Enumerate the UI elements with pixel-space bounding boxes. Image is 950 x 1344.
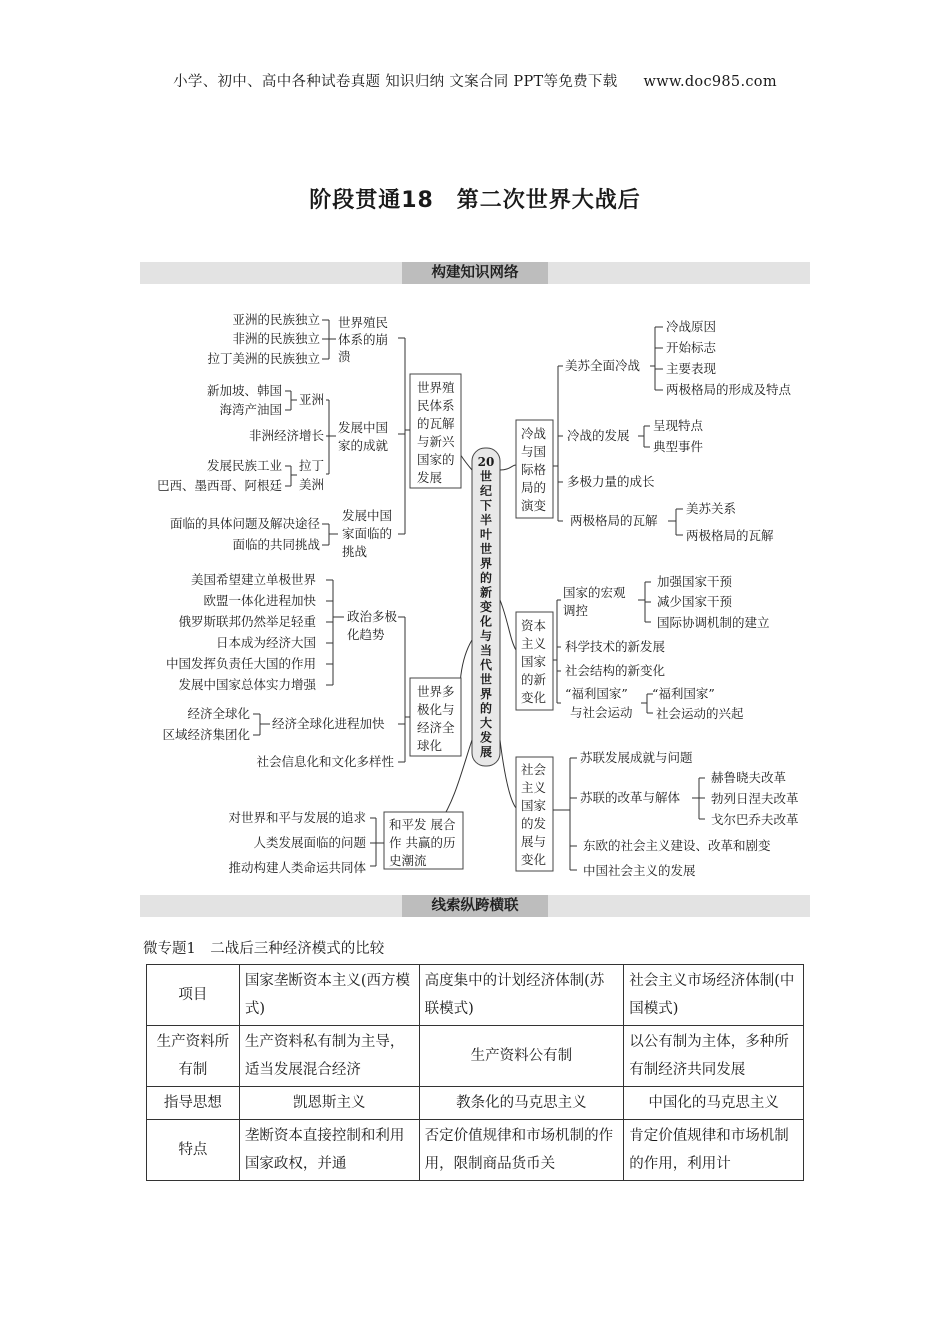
right-b1-s1-label: 美苏全面冷战	[565, 358, 641, 373]
svg-text:体系的崩: 体系的崩	[338, 332, 389, 347]
svg-text:国家的: 国家的	[417, 452, 455, 467]
center-char: 变	[479, 600, 493, 614]
table-row	[147, 1087, 804, 1120]
table-header-row	[147, 965, 804, 1026]
table-header-cell: 国家垄断资本主义(西方模式)	[239, 965, 419, 1026]
section-subtitle: 微专题1 二战后三种经济模式的比较	[143, 941, 385, 957]
center-char: 大	[479, 716, 493, 730]
svg-text:家的成就: 家的成就	[338, 438, 389, 453]
table-header-cell: 项目	[147, 965, 240, 1026]
header-url[interactable]: www.doc985.com	[643, 74, 777, 90]
left-b2-s2-label: 经济全球化进程加快	[272, 716, 385, 731]
svg-text:调控: 调控	[563, 603, 589, 618]
item: 欧盟一体化进程加快	[203, 593, 316, 608]
center-char: 的	[479, 701, 493, 716]
center-char: 当	[479, 643, 493, 658]
curve-right-1	[500, 465, 516, 470]
svg-text:发展中国: 发展中国	[338, 420, 389, 435]
table-header-cell: 社会主义市场经济体制(中国模式)	[624, 965, 804, 1026]
svg-text:国家: 国家	[521, 798, 547, 813]
center-char: 20	[477, 455, 495, 469]
svg-text:变化: 变化	[521, 690, 547, 705]
item: 经济全球化	[187, 706, 250, 721]
item: 区域经济集团化	[162, 727, 250, 742]
svg-text:拉丁: 拉丁	[299, 458, 325, 473]
right-b3-s1: 苏联发展成就与问题	[580, 750, 693, 765]
svg-text:和平发 展合: 和平发 展合	[389, 817, 456, 832]
svg-text:社会: 社会	[521, 762, 547, 777]
left-b2-s2-bracket	[253, 714, 270, 735]
table-cell: 生产资料公有制	[419, 1026, 624, 1087]
table-row	[147, 1120, 804, 1181]
center-char: 界	[479, 556, 493, 571]
asia-bracket	[285, 391, 297, 410]
item: 赫鲁晓夫改革	[711, 770, 787, 785]
right-b1-s2-bracket	[638, 426, 650, 447]
item: “福利国家”	[652, 686, 715, 701]
table-cell: 凯恩斯主义	[239, 1087, 419, 1120]
curve-right-3	[500, 740, 516, 808]
right-b2-s1-label	[563, 585, 626, 618]
svg-text:家面临的: 家面临的	[342, 526, 393, 541]
svg-text:世界殖民: 世界殖民	[338, 315, 389, 330]
item: 发展中国家总体实力增强	[178, 677, 316, 692]
right-b2-s2: 科学技术的新发展	[565, 639, 666, 654]
right-b1-s2-label: 冷战的发展	[567, 428, 630, 443]
svg-text:发展: 发展	[417, 470, 443, 485]
table-cell: 生产资料私有制为主导，适当发展混合经济	[239, 1026, 419, 1087]
comparison-table	[146, 964, 804, 1181]
svg-text:的发: 的发	[521, 816, 547, 831]
item: 主要表现	[666, 361, 717, 376]
item: 减少国家干预	[657, 594, 733, 609]
svg-text:民体系: 民体系	[417, 398, 455, 413]
item: 亚洲的民族独立	[232, 312, 320, 327]
svg-text:“福利国家”: “福利国家”	[565, 686, 628, 701]
right-b2-bracket	[553, 600, 561, 703]
clue-banner	[140, 895, 810, 917]
left-b3-bracket	[370, 818, 384, 866]
item: 人类发展面临的问题	[253, 835, 366, 850]
svg-text:与新兴: 与新兴	[417, 434, 455, 449]
curve-right-2	[500, 600, 516, 650]
center-char: 叶	[479, 527, 493, 542]
right-b3-s2-label: 苏联的改革与解体	[580, 790, 681, 805]
item: 美国希望建立单极世界	[190, 572, 316, 587]
center-char: 化	[479, 614, 493, 629]
table-cell: 中国化的马克思主义	[624, 1087, 804, 1120]
latam-bracket	[285, 466, 297, 486]
table-cell: 肯定价值规律和市场机制的作用，利用计	[624, 1120, 804, 1181]
left-b2-s1-label	[347, 609, 398, 642]
item: 对世界和平与发展的追求	[228, 810, 366, 825]
right-b1-s4-bracket	[668, 509, 683, 535]
item: 日本成为经济大国	[215, 635, 316, 650]
svg-text:展与: 展与	[521, 834, 547, 849]
svg-text:主义: 主义	[521, 780, 547, 795]
africa-label: 非洲经济增长	[248, 428, 324, 443]
center-char: 下	[479, 498, 493, 513]
item: 典型事件	[653, 439, 704, 454]
center-char: 世	[479, 672, 493, 687]
table-cell: 特点	[147, 1120, 240, 1181]
svg-text:美洲: 美洲	[299, 477, 325, 492]
svg-text:的新: 的新	[521, 672, 547, 687]
right-b1-s1-bracket	[650, 327, 663, 390]
center-char: 代	[479, 658, 493, 672]
left-b1-s3-bracket	[322, 524, 338, 545]
center-char: 发	[479, 730, 493, 745]
center-char: 界	[479, 687, 493, 701]
latam-label	[299, 458, 324, 492]
center-char: 展	[479, 745, 493, 759]
center-char: 纪	[479, 484, 493, 498]
svg-text:发展中国: 发展中国	[342, 508, 393, 523]
right-b1-s4-label: 两极格局的瓦解	[570, 513, 658, 528]
svg-text:政治多极: 政治多极	[347, 609, 398, 624]
right-b3-s4: 中国社会主义的发展	[583, 863, 696, 878]
left-b1-s1-label	[338, 315, 388, 364]
item: 发展民族工业	[206, 458, 282, 473]
svg-text:作 共赢的历: 作 共赢的历	[389, 835, 456, 850]
left-b1-s2-bracket	[326, 400, 336, 474]
item: 中国发挥负责任大国的作用	[165, 656, 316, 671]
center-char: 半	[479, 513, 493, 527]
svg-text:化趋势: 化趋势	[347, 627, 385, 642]
left-b2-bracket	[398, 617, 410, 762]
svg-text:极化与: 极化与	[417, 702, 455, 717]
svg-text:世界多: 世界多	[417, 684, 455, 699]
svg-text:与国: 与国	[521, 444, 547, 459]
item: 社会运动的兴起	[656, 706, 744, 721]
right-box-1-text	[521, 426, 547, 513]
item: 美苏关系	[686, 501, 737, 516]
curve-left-2	[460, 640, 472, 712]
item: 巴西、墨西哥、阿根廷	[156, 478, 282, 493]
item: 新加坡、韩国	[206, 383, 282, 398]
item: 呈现特点	[653, 418, 704, 433]
left-b1-s2-label	[338, 420, 389, 453]
left-b2-s1-bracket	[326, 580, 344, 685]
item: 两极格局的瓦解	[686, 528, 774, 543]
svg-text:局的: 局的	[521, 480, 547, 495]
item: 俄罗斯联邦仍然举足轻重	[178, 614, 316, 629]
svg-text:的瓦解: 的瓦解	[417, 416, 455, 431]
table-cell: 垄断资本直接控制和利用国家政权，并通	[239, 1120, 419, 1181]
table-cell: 教条化的马克思主义	[419, 1087, 624, 1120]
item: 勃列日涅夫改革	[711, 791, 799, 806]
right-b2-s4-label	[565, 686, 633, 720]
banner-label: 线索纵跨横联	[402, 895, 548, 917]
svg-text:冷战: 冷战	[521, 426, 547, 441]
svg-text:变化: 变化	[521, 852, 547, 867]
right-b1-bracket	[553, 366, 563, 521]
table-cell: 指导思想	[147, 1087, 240, 1120]
right-b3-bracket	[553, 758, 577, 870]
svg-text:国家的宏观: 国家的宏观	[563, 585, 626, 600]
svg-text:经济全: 经济全	[417, 720, 455, 735]
table-cell: 生产资料所有制	[147, 1026, 240, 1087]
item: 戈尔巴乔夫改革	[711, 812, 799, 827]
svg-text:溃: 溃	[338, 349, 351, 364]
svg-text:演变: 演变	[521, 498, 547, 513]
page-title: 阶段贯通18 第二次世界大战后	[309, 188, 641, 213]
svg-text:世界殖: 世界殖	[417, 380, 455, 395]
banner-label: 构建知识网络	[402, 262, 548, 284]
item: 国际协调机制的建立	[657, 615, 770, 630]
center-text	[478, 455, 495, 759]
right-b3-s3: 东欧的社会主义建设、改革和剧变	[583, 838, 771, 853]
svg-text:国家: 国家	[521, 654, 547, 669]
table-cell: 否定价值规律和市场机制的作用，限制商品货币关	[419, 1120, 624, 1181]
item: 拉丁美洲的民族独立	[207, 351, 320, 366]
asia-label: 亚洲	[299, 392, 325, 407]
right-b2-s3: 社会结构的新变化	[565, 663, 666, 678]
left-b2-s3: 社会信息化和文化多样性	[256, 754, 394, 769]
svg-text:际格: 际格	[521, 462, 547, 477]
svg-text:主义: 主义	[521, 636, 547, 651]
right-box-2-text	[521, 618, 547, 705]
svg-text:与社会运动: 与社会运动	[570, 705, 633, 720]
center-char: 世	[479, 469, 493, 484]
svg-text:挑战: 挑战	[342, 544, 368, 559]
item: 冷战原因	[666, 319, 717, 334]
center-char: 的	[479, 571, 493, 585]
item: 加强国家干预	[657, 574, 733, 589]
center-char: 新	[479, 585, 493, 600]
right-b3-s2-bracket	[692, 778, 705, 819]
svg-text:资本: 资本	[521, 618, 547, 633]
item: 面临的具体问题及解决途径	[169, 516, 320, 531]
left-b1-s1-bracket	[322, 320, 336, 359]
right-b2-s1-bracket	[638, 582, 651, 622]
svg-text:球化: 球化	[417, 738, 443, 753]
item: 推动构建人类命运共同体	[228, 860, 366, 875]
center-char: 与	[479, 629, 493, 643]
item: 非洲的民族独立	[232, 331, 320, 346]
svg-text:史潮流: 史潮流	[389, 853, 427, 868]
right-b1-s3: 多极力量的成长	[567, 474, 655, 489]
table-row	[147, 1026, 804, 1087]
table-cell: 以公有制为主体，多种所有制经济共同发展	[624, 1026, 804, 1087]
left-b1-bracket	[398, 338, 410, 534]
table-header-cell: 高度集中的计划经济体制(苏联模式)	[419, 965, 624, 1026]
item: 开始标志	[666, 340, 717, 355]
left-b1-s3-label	[342, 508, 392, 559]
item: 面临的共同挑战	[232, 537, 320, 552]
item: 海湾产油国	[219, 402, 282, 417]
header-text: 小学、初中、高中各种试卷真题 知识归纳 文案合同 PPT等免费下载	[173, 74, 618, 90]
item: 两极格局的形成及特点	[666, 382, 792, 397]
center-char: 世	[479, 542, 493, 556]
